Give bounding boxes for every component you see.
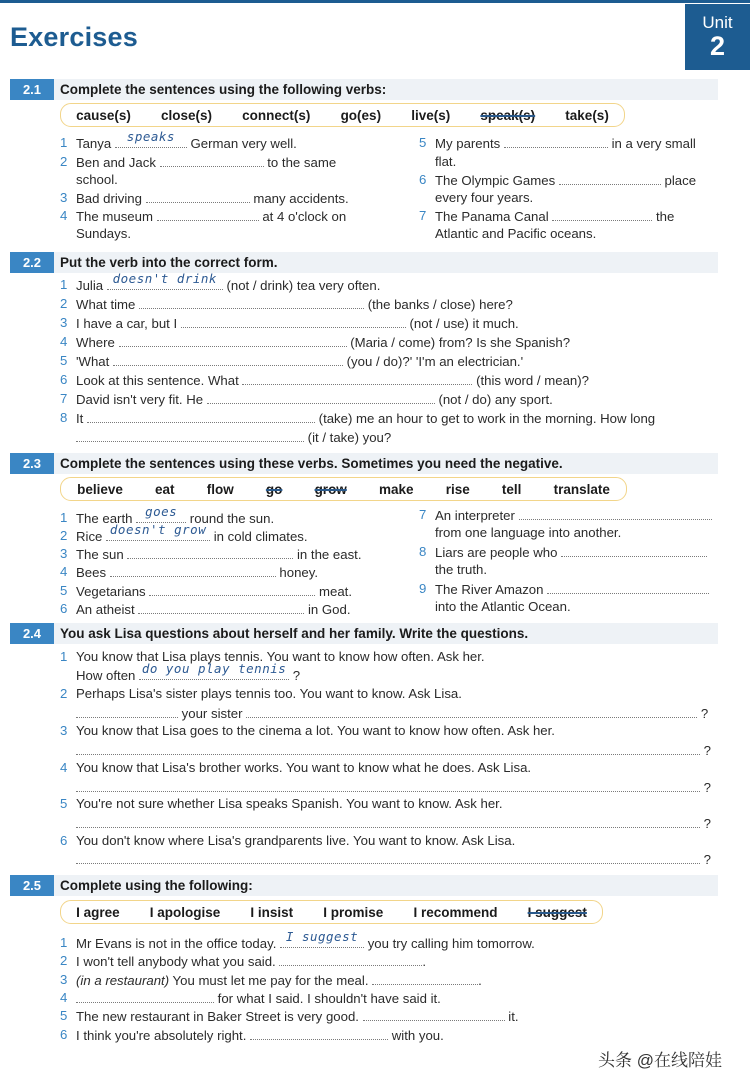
item-2-4-3-answer [76,741,711,760]
item-2-1-2-cont [76,171,118,189]
prompt-text: You're not sure whether Lisa speaks Spanish. You want to know. Ask her. [76,796,503,811]
item-number: 2 [60,953,68,968]
item-number: 1 [60,277,68,292]
answer-blank[interactable] [139,661,289,680]
prompt-text: What time [76,297,136,312]
word-box-item: I promise [323,904,384,920]
item-number: 1 [60,510,68,525]
word-box [60,103,625,127]
item-number: 5 [60,583,68,598]
answer-blank[interactable] [76,741,700,755]
item-text [76,352,523,371]
item-2-3-7-cont [435,524,621,542]
section-header [10,453,718,474]
item-text [76,971,482,990]
prompt-text: (not / do) any sport. [438,392,553,407]
prompt-text: An interpreter [435,508,515,523]
item-text [76,1007,519,1026]
section-instruction: Complete using the following: [60,878,253,893]
item-number: 4 [60,334,68,349]
answer-blank[interactable] [504,134,608,148]
section-instruction: Complete the sentences using the following verbs: [60,82,387,97]
item-text [76,929,535,953]
item-number: 3 [60,315,68,330]
word-box-item: cause(s) [76,107,131,123]
item-number: 4 [60,760,68,775]
prompt-text: The sun [76,547,124,562]
word-box-item: live(s) [411,107,451,123]
item-text [76,333,570,352]
prompt-text: ? [703,816,712,831]
handwritten-answer: doesn't drink [112,271,217,286]
page-title: Exercises [10,22,138,52]
item-text [76,522,308,546]
section-header [10,79,718,100]
item-2-3-9-cont [435,598,571,616]
answer-blank[interactable] [115,129,187,148]
answer-blank[interactable] [181,314,406,328]
item-text [76,952,426,971]
item-text [435,506,712,525]
item-number: 1 [60,135,68,150]
item-number: 5 [60,796,68,811]
item-number: 2 [60,296,68,311]
item-2-4-2-answer [76,704,708,723]
answer-blank[interactable] [207,390,435,404]
prompt-text: David isn't very fit. He [76,392,204,407]
item-text [76,1026,444,1045]
answer-blank[interactable] [146,189,250,203]
answer-blank[interactable] [242,371,472,385]
prompt-text: it. [508,1009,519,1024]
prompt-text: Bees [76,565,107,580]
prompt-text: school. [76,172,118,187]
word-box-item-used: I suggest [527,904,587,920]
prompt-text: Look at this sentence. What [76,373,239,388]
prompt-text: your sister [181,706,243,721]
prompt-text: flat. [435,154,457,169]
prompt-text: An atheist [76,602,135,617]
word-box-item: I insist [250,904,294,920]
word-box-item: rise [445,481,470,497]
prompt-text: How often [76,668,136,683]
item-text [76,207,346,226]
item-2-3-8-cont [435,561,487,579]
section-instruction: You ask Lisa questions about herself and her family. Write the questions. [60,626,529,641]
word-box-item: believe [77,481,123,497]
answer-blank[interactable] [372,971,478,985]
item-number: 1 [60,935,68,950]
item-number: 7 [60,391,68,406]
handwritten-answer: goes [145,504,178,519]
prompt-text: You know that Lisa goes to the cinema a lot. You want to know how often. Ask her. [76,723,555,738]
word-box-item-used: go [265,481,283,497]
prompt-text: I won't tell anybody what you said. [76,954,276,969]
prompt-text: in the east. [297,547,362,562]
prompt-text: My parents [435,136,501,151]
prompt-text: round the sun. [189,511,275,526]
word-box-item: I apologise [149,904,221,920]
prompt-text: The earth [76,511,133,526]
prompt-text: ? [292,668,301,683]
answer-blank[interactable] [160,153,264,167]
prompt-text: meat. [319,584,352,599]
prompt-text: The new restaurant in Baker Street is very good. [76,1009,359,1024]
item-number: 4 [60,208,68,223]
answer-blank[interactable] [110,563,276,577]
word-box-item: eat [155,481,175,497]
answer-blank[interactable] [552,207,652,221]
word-box-item: I recommend [413,904,498,920]
answer-blank[interactable] [76,778,700,792]
item-text [76,371,589,390]
item-number: 1 [60,649,68,664]
item-number: 3 [60,190,68,205]
prompt-text: in a very small [611,136,696,151]
prompt-text: German very well. [190,136,297,151]
unit-number: 2 [709,31,726,61]
word-box-item-used: grow [314,481,347,497]
item-number: 8 [419,544,427,559]
item-text [76,314,519,333]
prompt-text: It [76,411,84,426]
word-box-item: flow [206,481,234,497]
answer-blank[interactable] [279,952,422,966]
answer-blank[interactable] [547,580,709,594]
item-number: 8 [60,410,68,425]
prompt-text: The museum [76,209,153,224]
answer-blank[interactable] [149,582,315,596]
prompt-text: You know that Lisa's brother works. You want to know what he does. Ask Lisa. [76,760,532,775]
item-text [76,153,336,172]
handwritten-answer: I suggest [285,929,359,944]
prompt-text: The Panama Canal [435,209,549,224]
section-header [10,623,718,644]
prompt-text: Atlantic and Pacific oceans. [435,226,597,241]
prompt-text: I think you're absolutely right. [76,1028,247,1043]
answer-blank[interactable] [119,333,347,347]
answer-blank[interactable] [76,850,700,864]
item-2-4-1-answer [76,661,301,685]
item-text [76,600,351,619]
unit-badge [685,4,750,70]
word-box-item: make [378,481,414,497]
handwritten-answer: do you play tennis [141,661,287,676]
prompt-text: ? [700,706,709,721]
item-2-4-5-answer [76,814,711,833]
prompt-text: You must let me pay for the meal. [172,973,369,988]
word-box-item: connect(s) [242,107,311,123]
unit-label: Unit [702,13,733,32]
item-2-2-8-cont [76,428,391,447]
item-number: 2 [60,686,68,701]
item-number: 6 [419,172,427,187]
top-rule [0,0,750,3]
prompt-text: (not / use) it much. [409,316,519,331]
prompt-text: ? [703,852,712,867]
prompt-text: Tanya [76,136,112,151]
item-number: 6 [60,372,68,387]
answer-blank[interactable] [76,989,214,1003]
prompt-text: You know that Lisa plays tennis. You want to know how often. Ask her. [76,649,485,664]
section-number: 2.5 [10,875,54,896]
prompt-text: (this word / mean)? [476,373,589,388]
item-text [76,390,553,409]
answer-blank[interactable] [250,1026,388,1040]
prompt-text: You don't know where Lisa's grandparents live. You want to know. Ask Lisa. [76,833,516,848]
prompt-text: Vegetarians [76,584,146,599]
prompt-text: for what I said. I shouldn't have said it. [217,991,441,1006]
prompt-text: The Olympic Games [435,173,556,188]
prompt-text: (not / drink) tea very often. [226,278,381,293]
prompt-text: Ben and Jack [76,155,156,170]
item-number: 7 [419,507,427,522]
answer-blank[interactable] [246,704,697,718]
word-box-item: take(s) [565,107,609,123]
prompt-text: (it / take) you? [307,430,392,445]
answer-blank[interactable] [280,929,364,948]
prompt-text: every four years. [435,190,534,205]
answer-blank[interactable] [139,295,364,309]
item-2-4-6-answer [76,850,711,869]
item-2-1-5-cont [435,153,456,171]
word-box-item: translate [553,481,610,497]
item-text [76,295,513,314]
word-box-item: go(es) [340,107,382,123]
word-box [60,477,627,501]
answer-blank[interactable] [76,814,700,828]
item-number: 4 [60,564,68,579]
prompt-text: the truth. [435,562,488,577]
prompt-text: the [655,209,675,224]
item-text [76,989,441,1008]
item-text [76,189,349,208]
item-2-1-6-cont [435,189,533,207]
answer-blank[interactable] [127,545,293,559]
section-number: 2.4 [10,623,54,644]
prompt-text: you try calling him tomorrow. [367,936,535,951]
word-box-item: I agree [76,904,120,920]
handwritten-answer: speaks [126,129,175,144]
prompt-text: in God. [308,602,351,617]
section-number: 2.3 [10,453,54,474]
section-instruction: Put the verb into the correct form. [60,255,278,270]
item-number: 9 [419,581,427,596]
answer-blank[interactable] [107,271,223,290]
item-text [76,545,362,564]
item-number: 2 [60,528,68,543]
answer-blank[interactable] [519,506,712,520]
section-number: 2.2 [10,252,54,273]
item-text [76,271,381,295]
prompt-text: honey. [279,565,319,580]
item-text [76,129,297,153]
item-text [435,134,696,153]
item-text [435,171,696,190]
prompt-text: to the same [267,155,337,170]
prompt-text: many accidents. [253,191,349,206]
item-number: 6 [60,833,68,848]
prompt-text: (Maria / come) from? Is she Spanish? [350,335,571,350]
prompt-text: . [422,954,427,969]
item-text [76,563,318,582]
item-number: 3 [60,723,68,738]
prompt-text: into the Atlantic Ocean. [435,599,571,614]
prompt-text: The River Amazon [435,582,544,597]
item-text [76,409,655,428]
prompt-text: from one language into another. [435,525,622,540]
handwritten-answer: doesn't grow [109,522,207,537]
context-note: (in a restaurant) [76,973,170,988]
prompt-text: (the banks / close) here? [367,297,513,312]
prompt-text: ? [703,743,712,758]
section-number: 2.1 [10,79,54,100]
prompt-text: in cold climates. [213,529,308,544]
watermark: 头条 @在线陪娃 [598,1051,722,1070]
item-number: 3 [60,972,68,987]
item-text [435,543,707,562]
item-text [435,207,674,226]
item-number: 2 [60,154,68,169]
answer-blank[interactable] [561,543,707,557]
item-text [76,582,352,601]
answer-blank[interactable] [559,171,661,185]
prompt-text: I have a car, but I [76,316,178,331]
item-number: 6 [60,1027,68,1042]
prompt-text: Liars are people who [435,545,558,560]
item-number: 5 [60,1008,68,1023]
item-2-1-7-cont [435,225,596,243]
answer-blank[interactable] [87,409,315,423]
prompt-text: Bad driving [76,191,142,206]
item-number: 4 [60,990,68,1005]
item-number: 6 [60,601,68,616]
item-text [435,580,709,599]
answer-blank[interactable] [76,704,178,718]
answer-blank[interactable] [106,522,210,541]
prompt-text: 'What [76,354,110,369]
answer-blank[interactable] [76,428,304,442]
answer-blank[interactable] [363,1007,505,1021]
word-box-item: close(s) [160,107,213,123]
prompt-text: with you. [391,1028,444,1043]
prompt-text: Julia [76,278,104,293]
answer-blank[interactable] [157,207,259,221]
prompt-text: Rice [76,529,103,544]
word-box-item: tell [501,481,522,497]
prompt-text: Sundays. [76,226,131,241]
section-header [10,875,718,896]
item-2-1-4-cont [76,225,131,243]
prompt-text: . [478,973,482,988]
item-number: 7 [419,208,427,223]
item-number: 5 [60,353,68,368]
word-box-item-used: speak(s) [480,107,536,123]
prompt-text: Perhaps Lisa's sister plays tennis too. You want to know. Ask Lisa. [76,686,462,701]
prompt-text: Where [76,335,115,350]
prompt-text: (you / do)?' 'I'm an electrician.' [346,354,524,369]
prompt-text: (take) me an hour to get to work in the morning. How long [318,411,656,426]
section-instruction: Complete the sentences using these verbs. Sometimes you need the negative. [60,456,563,471]
prompt-text: ? [703,780,712,795]
prompt-text: Mr Evans is not in the office today. [76,936,277,951]
item-number: 5 [419,135,427,150]
item-number: 3 [60,546,68,561]
prompt-text: place [664,173,697,188]
phrase-box [60,900,603,924]
prompt-text: at 4 o'clock on [262,209,347,224]
answer-blank[interactable] [113,352,343,366]
answer-blank[interactable] [138,600,304,614]
